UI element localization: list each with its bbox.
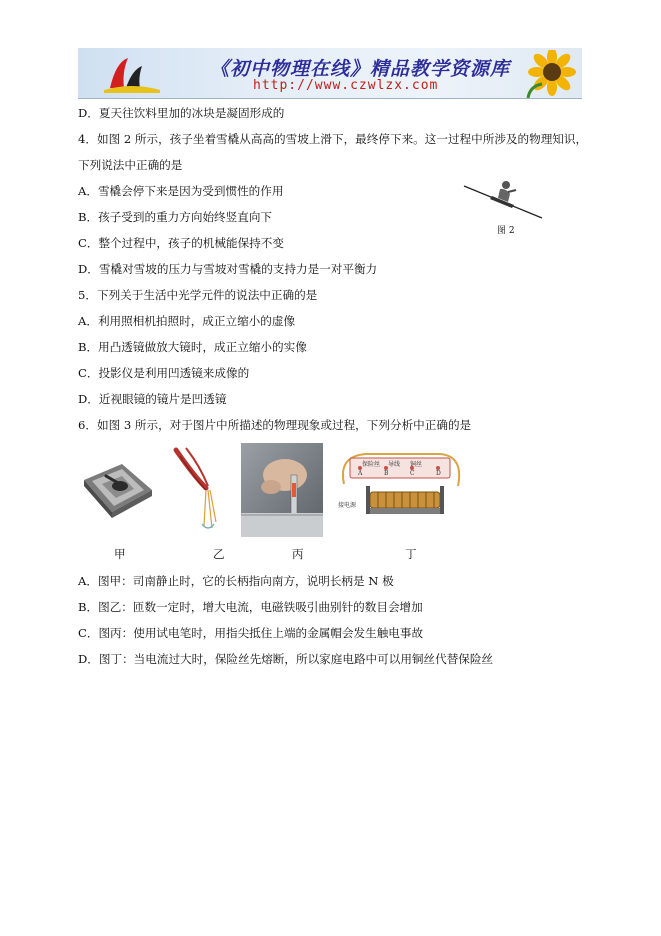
figure3-sinan-compass	[80, 456, 154, 520]
header-title: 《初中物理在线》精品教学资源库	[210, 58, 511, 80]
header-url[interactable]: http://www.czwlzx.com	[253, 78, 439, 93]
figure3-test-pencil-photo	[241, 443, 323, 537]
sunflower-icon	[518, 50, 582, 98]
figure3-board-label-fuse: 保险丝	[362, 461, 381, 468]
figure3-board-label-wire: 导线	[388, 461, 401, 468]
q4-option-d: D．雪橇对雪坡的压力与雪坡对雪橇的支持力是一对平衡力	[78, 262, 378, 276]
q5-stem: 5．下列关于生活中光学元件的说法中正确的是	[78, 288, 318, 302]
figure3-terminal-d: D	[436, 470, 441, 477]
figure3-caption-bing: 丙	[292, 547, 304, 561]
figure3-board-label-copper: 铜丝	[410, 461, 423, 468]
q6-option-b: B．图乙：匝数一定时，增大电流，电磁铁吸引曲别针的数目会增加	[78, 600, 423, 614]
figure3-caption-yi: 乙	[213, 547, 225, 561]
figure3-caption-ding: 丁	[405, 547, 417, 561]
logo-icon	[102, 52, 162, 94]
figure3-terminal-b: B	[384, 470, 389, 477]
q5-option-c: C．投影仪是利用凹透镜来成像的	[78, 366, 250, 380]
q4-stem: 4．如图 2 所示，孩子坐着雪橇从高高的雪坡上滑下，最终停下来。这一过程中所涉及的物理知识，	[78, 132, 588, 146]
q5-option-b: B．用凸透镜做放大镜时，成正立缩小的实像	[78, 340, 307, 354]
header-banner	[78, 48, 582, 99]
q6-option-a: A．图甲：司南静止时，它的长柄指向南方，说明长柄是 N 极	[78, 574, 394, 588]
figure3-source-label: 接电源	[338, 502, 357, 509]
q3-option-d: D．夏天往饮料里加的冰块是凝固形成的	[78, 106, 285, 120]
q4-option-c: C．整个过程中，孩子的机械能保持不变	[78, 236, 284, 250]
figure2-caption: 图 2	[497, 226, 515, 236]
figure3-caption-jia: 甲	[114, 547, 126, 561]
q5-option-a: A．利用照相机拍照时，成正立缩小的虚像	[78, 314, 296, 328]
q6-option-d: D．图丁：当电流过大时，保险丝先熔断，所以家庭电路中可以用铜丝代替保险丝	[78, 652, 494, 666]
figure2-sled-illustration	[462, 172, 546, 224]
figure3-electromagnet	[170, 446, 222, 532]
q6-option-c: C．图丙：使用试电笔时，用指尖抵住上端的金属帽会发生触电事故	[78, 626, 424, 640]
figure3-fuse-circuit	[336, 446, 466, 528]
figure3-terminal-a: A	[358, 470, 363, 477]
q4-stem-cont: 下列说法中正确的是	[78, 158, 183, 172]
q4-option-a: A．雪橇会停下来是因为受到惯性的作用	[78, 184, 284, 198]
q5-option-d: D．近视眼镜的镜片是凹透镜	[78, 392, 227, 406]
q6-stem: 6．如图 3 所示，对于图片中所描述的物理现象或过程，下列分析中正确的是	[78, 418, 472, 432]
figure3-terminal-c: C	[410, 470, 415, 477]
q4-option-b: B．孩子受到的重力方向始终竖直向下	[78, 210, 273, 224]
